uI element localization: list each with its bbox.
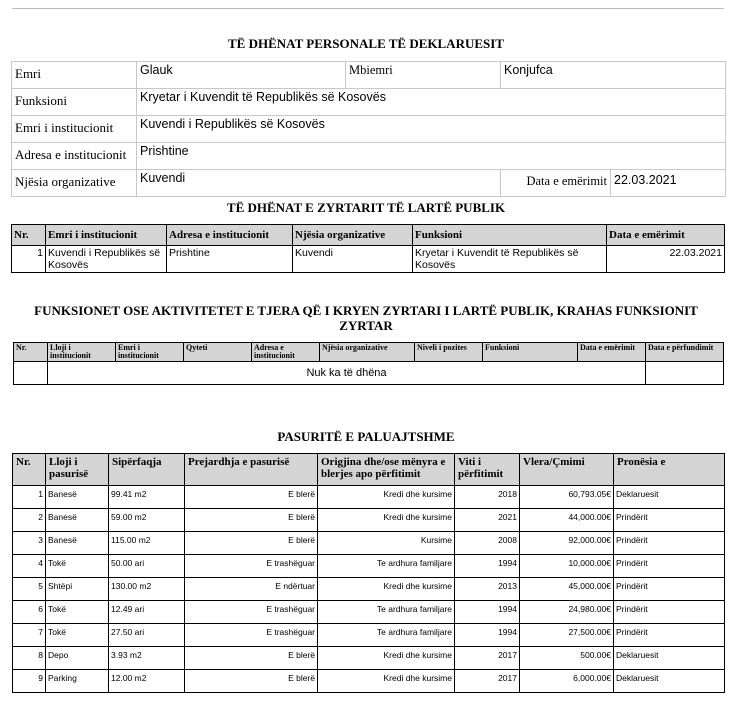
cell-nr: 7 <box>13 624 46 647</box>
empty-nr-cell <box>14 362 48 385</box>
cell-viti: 2017 <box>455 670 520 693</box>
adresa-value: Prishtine <box>137 143 726 170</box>
cell-vlera: 6,000.00€ <box>520 670 614 693</box>
cell-vlera: 45,000.00€ <box>520 578 614 601</box>
funksioni-label: Funksioni <box>12 89 137 116</box>
table-row <box>13 555 725 578</box>
cell-siperfaqja: 3.93 m2 <box>109 647 185 670</box>
cell-prejardhja: E blerë <box>185 670 318 693</box>
header-lloji-pasurise: Lloji i pasurisë <box>46 454 109 486</box>
cell-vlera: 92,000.00€ <box>520 532 614 555</box>
cell-lloji: Depo <box>46 647 109 670</box>
cell-nr: 5 <box>13 578 46 601</box>
header-adresa-institucionit: Adresa e institucionit <box>252 343 320 362</box>
mbiemri-value: Konjufca <box>501 62 726 89</box>
cell-adresa: Prishtine <box>167 246 293 273</box>
section-title-personal: TË DHËNAT PERSONALE TË DEKLARUESIT <box>228 36 504 51</box>
header-qyteti: Qyteti <box>184 343 252 362</box>
official-table <box>11 224 725 273</box>
header-viti: Viti i përfitimit <box>455 454 520 486</box>
header-origjina: Origjina dhe/ose mënyra e blerjes apo përfitimit <box>318 454 455 486</box>
cell-origjina: Kursime <box>318 532 455 555</box>
cell-prejardhja: E trashëguar <box>185 555 318 578</box>
cell-prejardhja: E blerë <box>185 532 318 555</box>
cell-prejardhja: E trashëguar <box>185 624 318 647</box>
cell-viti: 1994 <box>455 624 520 647</box>
table-row <box>13 624 725 647</box>
cell-vlera: 24,980.00€ <box>520 601 614 624</box>
cell-pronesia: Prindërit <box>614 624 725 647</box>
cell-origjina: Te ardhura familjare <box>318 601 455 624</box>
cell-siperfaqja: 115.00 m2 <box>109 532 185 555</box>
header-njesia-organizative: Njësia organizative <box>320 343 415 362</box>
table-row <box>13 647 725 670</box>
cell-vlera: 60,793.05€ <box>520 486 614 509</box>
cell-nr: 3 <box>13 532 46 555</box>
header-prejardhja: Prejardhja e pasurisë <box>185 454 318 486</box>
cell-funksioni: Kryetar i Kuvendit të Republikës së Kosovës <box>413 246 607 273</box>
table-row <box>13 601 725 624</box>
cell-vlera: 500.00€ <box>520 647 614 670</box>
header-niveli-pozites: Niveli i pozites <box>415 343 483 362</box>
cell-vlera: 10,000.00€ <box>520 555 614 578</box>
cell-lloji: Tokë <box>46 555 109 578</box>
cell-siperfaqja: 59.00 m2 <box>109 509 185 532</box>
empty-message: Nuk ka të dhëna <box>48 362 646 385</box>
cell-siperfaqja: 12.00 m2 <box>109 670 185 693</box>
emri-label: Emri <box>12 62 137 89</box>
cell-lloji: Tokë <box>46 601 109 624</box>
cell-lloji: Parking <box>46 670 109 693</box>
cell-pronesia: Prindërit <box>614 555 725 578</box>
cell-nr: 2 <box>13 509 46 532</box>
cell-origjina: Kredi dhe kursime <box>318 486 455 509</box>
cell-nr: 6 <box>13 601 46 624</box>
cell-viti: 2008 <box>455 532 520 555</box>
cell-prejardhja: E ndërtuar <box>185 578 318 601</box>
cell-siperfaqja: 27.50 ari <box>109 624 185 647</box>
cell-pronesia: Prindërit <box>614 578 725 601</box>
header-data-emerimit: Data e emërimit <box>607 225 725 246</box>
cell-nr: 4 <box>13 555 46 578</box>
mbiemri-label: Mbiemri <box>346 62 501 89</box>
header-nr: Nr. <box>14 343 48 362</box>
cell-viti: 2018 <box>455 486 520 509</box>
cell-data: 22.03.2021 <box>607 246 725 273</box>
table-row <box>13 578 725 601</box>
cell-pronesia: Deklaruesit <box>614 647 725 670</box>
cell-prejardhja: E blerë <box>185 647 318 670</box>
cell-siperfaqja: 12.49 ari <box>109 601 185 624</box>
section-title-official: TË DHËNAT E ZYRTARIT TË LARTË PUBLIK <box>226 200 506 215</box>
header-data-emerimit: Data e emërimit <box>578 343 646 362</box>
assets-table <box>12 453 725 693</box>
cell-origjina: Te ardhura familjare <box>318 555 455 578</box>
cell-origjina: Kredi dhe kursime <box>318 670 455 693</box>
cell-vlera: 27,500.00€ <box>520 624 614 647</box>
cell-lloji: Banesë <box>46 532 109 555</box>
functions-table <box>13 342 724 385</box>
cell-nr: 9 <box>13 670 46 693</box>
header-lloji-institucionit: Lloji i institucionit <box>48 343 116 362</box>
njesia-value: Kuvendi <box>137 170 501 197</box>
cell-prejardhja: E blerë <box>185 509 318 532</box>
personal-data-table <box>11 61 726 197</box>
institucioni-label: Emri i institucionit <box>12 116 137 143</box>
header-siperfaqja: Sipërfaqja <box>109 454 185 486</box>
cell-prejardhja: E blerë <box>185 486 318 509</box>
empty-last-cell <box>646 362 724 385</box>
header-njesia-organizative: Njësia organizative <box>293 225 413 246</box>
funksioni-value: Kryetar i Kuvendit të Republikës së Kosovës <box>137 89 726 116</box>
cell-siperfaqja: 130.00 m2 <box>109 578 185 601</box>
header-nr: Nr. <box>12 225 46 246</box>
top-divider <box>12 8 724 9</box>
table-row <box>12 246 725 273</box>
table-row <box>13 670 725 693</box>
cell-institucioni: Kuvendi i Republikës së Kosovës <box>46 246 167 273</box>
header-emri-institucionit: Emri i institucionit <box>46 225 167 246</box>
cell-origjina: Kredi dhe kursime <box>318 647 455 670</box>
cell-nr: 1 <box>13 486 46 509</box>
table-row <box>13 532 725 555</box>
cell-lloji: Banesë <box>46 486 109 509</box>
header-pronesia: Pronësia e <box>614 454 725 486</box>
cell-origjina: Kredi dhe kursime <box>318 578 455 601</box>
cell-vlera: 44,000.00€ <box>520 509 614 532</box>
cell-siperfaqja: 99.41 m2 <box>109 486 185 509</box>
cell-pronesia: Prindërit <box>614 601 725 624</box>
cell-lloji: Shtëpi <box>46 578 109 601</box>
cell-lloji: Banesë <box>46 509 109 532</box>
njesia-label: Njësia organizative <box>12 170 137 197</box>
cell-pronesia: Deklaruesit <box>614 486 725 509</box>
section-title-functions: FUNKSIONET OSE AKTIVITETET E TJERA QË I KRYEN ZYRTARI I LARTË PUBLIK, KRAHAS FUNKSIONIT ZYRTAR <box>34 303 698 333</box>
cell-nr: 1 <box>12 246 46 273</box>
cell-origjina: Te ardhura familjare <box>318 624 455 647</box>
cell-viti: 2013 <box>455 578 520 601</box>
header-data-perfundimit: Data e përfundimit <box>646 343 724 362</box>
cell-lloji: Tokë <box>46 624 109 647</box>
cell-pronesia: Deklaruesit <box>614 670 725 693</box>
adresa-label: Adresa e institucionit <box>12 143 137 170</box>
cell-origjina: Kredi dhe kursime <box>318 509 455 532</box>
emri-value: Glauk <box>137 62 346 89</box>
table-row <box>13 509 725 532</box>
section-title-assets: PASURITË E PALUAJTSHME <box>277 429 455 444</box>
institucioni-value: Kuvendi i Republikës së Kosovës <box>137 116 726 143</box>
header-nr: Nr. <box>13 454 46 486</box>
cell-viti: 2021 <box>455 509 520 532</box>
cell-pronesia: Prindërit <box>614 532 725 555</box>
header-funksioni: Funksioni <box>413 225 607 246</box>
header-funksioni: Funksioni <box>483 343 578 362</box>
cell-siperfaqja: 50.00 ari <box>109 555 185 578</box>
data-emerimit-label: Data e emërimit <box>501 170 611 197</box>
data-emerimit-value: 22.03.2021 <box>611 170 726 197</box>
cell-pronesia: Prindërit <box>614 509 725 532</box>
cell-njesia: Kuvendi <box>293 246 413 273</box>
header-emri-institucionit: Emri i institucionit <box>116 343 184 362</box>
cell-viti: 2017 <box>455 647 520 670</box>
header-vlera: Vlera/Çmimi <box>520 454 614 486</box>
header-adresa-institucionit: Adresa e institucionit <box>167 225 293 246</box>
cell-viti: 1994 <box>455 555 520 578</box>
table-row <box>14 362 724 385</box>
cell-nr: 8 <box>13 647 46 670</box>
cell-prejardhja: E trashëguar <box>185 601 318 624</box>
cell-viti: 1994 <box>455 601 520 624</box>
table-row <box>13 486 725 509</box>
